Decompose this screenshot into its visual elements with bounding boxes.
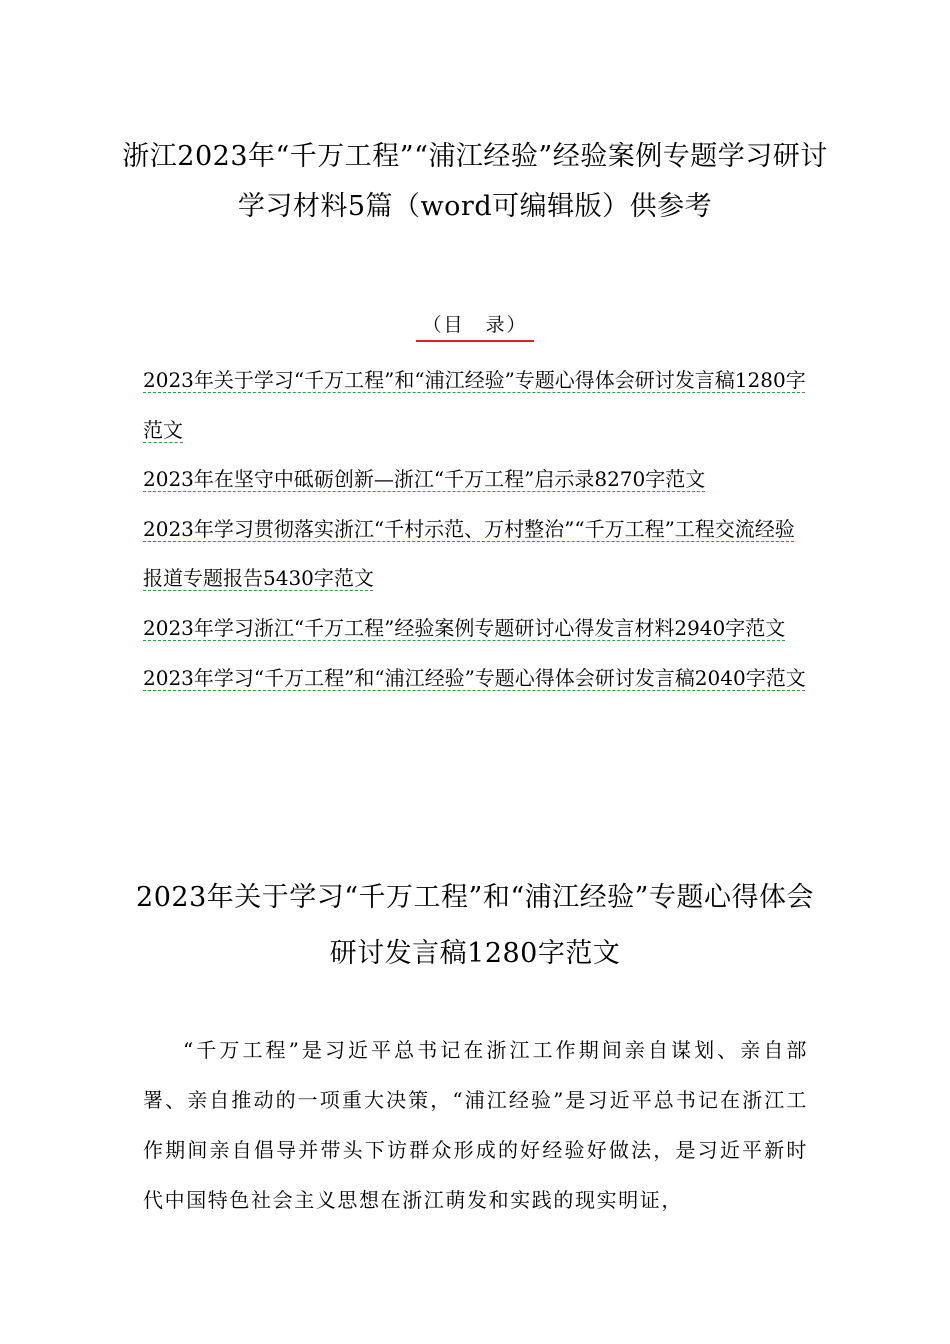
toc-link-4[interactable]: 2023年学习浙江“千万工程”经验案例专题研讨心得发言材料2940字范文 xyxy=(143,615,786,640)
section-title: 2023年关于学习“千万工程”和“浦江经验”专题心得体会研讨发言稿1280字范文 xyxy=(136,882,814,969)
toc-item xyxy=(143,604,808,654)
toc-heading-label: （目 录） xyxy=(416,312,533,342)
toc-link-3[interactable]: 2023年学习贯彻落实浙江“千村示范、万村整治”“千万工程”工程交流经验报道专题报告5430字范文 xyxy=(143,516,795,591)
toc-link-5[interactable]: 2023年学习“千万工程”和“浦江经验”专题心得体会研讨发言稿2040字范文 xyxy=(143,665,806,690)
table-of-contents xyxy=(143,356,808,703)
toc-item xyxy=(143,654,808,704)
toc-link-1[interactable]: 2023年关于学习“千万工程”和“浦江经验”专题心得体会研讨发言稿1280字范文 xyxy=(143,368,806,442)
toc-item xyxy=(143,356,808,455)
toc-link-2[interactable]: 2023年在坚守中砥砺创新—浙江“千万工程”启示录8270字范文 xyxy=(143,467,706,492)
body-paragraph: “千万工程”是习近平总书记在浙江工作期间亲自谋划、亲自部署、亲自推动的一项重大决策，“浦江经验”是习近平总书记在浙江工作期间亲自倡导并带头下访群众形成的好经验好做法，是习近平新时代中国特色社会主义思想在浙江萌发和实践的现实明证， xyxy=(143,1038,808,1212)
document-title: 浙江2023年“千万工程”“浦江经验”经验案例专题学习研讨学习材料5篇（word可编辑版）供参考 xyxy=(122,141,828,222)
toc-heading xyxy=(0,312,950,342)
toc-item xyxy=(143,455,808,505)
toc-item xyxy=(143,505,808,604)
